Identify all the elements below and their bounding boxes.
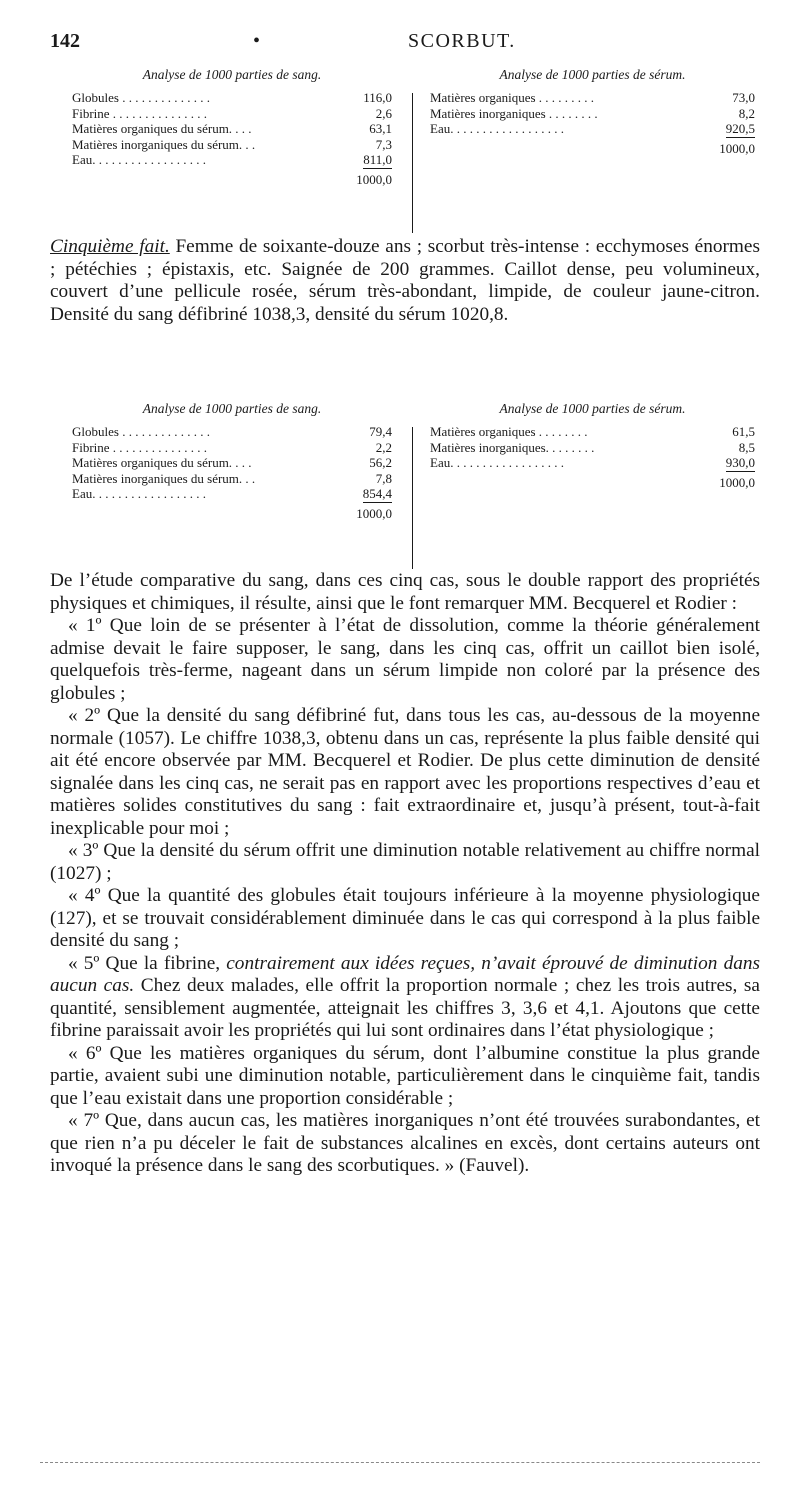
row-label: Matières inorganiques. . . . . . . . [430,439,595,455]
row-label: Eau. . . . . . . . . . . . . . . . . . [430,455,564,470]
row-value: 61,5 [732,424,755,439]
row-label: Globules . . . . . . . . . . . . . . [72,424,210,439]
table-row [72,455,392,471]
page-number: 142 [50,30,80,52]
total-value: 1000,0 [719,140,755,156]
total-value: 1000,0 [356,505,392,521]
row-value: 2,2 [375,439,392,455]
row-label: Matières organiques du sérum. . . . [72,455,252,470]
serum-analysis-column [430,67,755,159]
conclusion-1: « 1º Que loin de se présenter à l’état de dissolution, comme la théorie généralement admise devait le faire supposer, le sang, dans les cinq cas, offrit un caillot bien isolé, quelquefois très-ferme, nageant dans un sérum limpide non coloré par la présence des globules ; [50,615,760,704]
table-row [430,106,755,122]
table-row [72,137,392,153]
column-divider [412,93,413,233]
row-value: 7,3 [375,136,392,152]
table-total [72,168,392,190]
row-value: 854,4 [362,486,392,501]
conclusion-5-end: Chez deux malades, elle offrit la proportion normale ; chez les trois autres, sa quantité, sensiblement augmentée, atteignait les chiffres 3, 3,6 et 4,1. Ajoutons que cette fibrine paraissait avoir les propriétés qui lui sont ordinaires dans l’état physiologique ; [50,975,760,1041]
table-row [72,471,392,487]
table-row [72,424,392,440]
table-total [430,137,755,159]
page-header [50,30,760,58]
table-row [430,121,755,137]
footer-rule [40,1462,760,1463]
total-value: 1000,0 [719,474,755,490]
table-row [72,486,392,502]
row-label: Eau. . . . . . . . . . . . . . . . . . [430,121,564,136]
row-value: 73,0 [732,90,755,105]
blood-analysis-column [72,401,392,524]
serum-analysis-column [430,401,755,493]
row-label: Matières organiques . . . . . . . . . [430,90,595,105]
table-total [72,502,392,524]
conclusions-section [50,570,760,1178]
table-row [430,440,755,456]
table-row [72,90,392,106]
row-value: 116,0 [363,90,392,105]
conclusions-intro: De l’étude comparative du sang, dans ces cinq cas, sous le double rapport des propriétés physiques et chimiques, il résulte, ainsi que le font remarquer MM. Becquerel et Rodier : [50,570,760,614]
conclusion-7: « 7º Que, dans aucun cas, les matières inorganiques n’ont été trouvées surabondantes, et que rien n’a pu déceler le fait de substances alcalines en excès, dont certains auteurs ont invoqué la présence dans le sang des scorbutiques. » (Fauvel). [50,1110,760,1176]
case-five-paragraph [50,236,760,326]
row-value: 56,2 [369,455,392,470]
row-value: 8,2 [738,105,755,121]
header-ornament: • [253,30,261,52]
case-heading: Cinquième fait. [50,236,170,257]
row-label: Globules . . . . . . . . . . . . . . [72,90,210,105]
table-caption: Analyse de 1000 parties de sérum. [499,67,686,82]
table-row [72,106,392,122]
conclusion-6: « 6º Que les matières organiques du sérum, dont l’albumine constitue la plus grande partie, avaient subi une diminution notable, particulièrement dans le cinquième fait, tandis que l’eau existait dans une proportion considérable ; [50,1042,760,1109]
row-value: 79,4 [369,424,392,439]
conclusion-5-start: « 5º Que la fibrine, [68,952,227,974]
table-caption: Analyse de 1000 parties de sérum. [499,401,686,416]
column-divider [412,427,413,569]
conclusion-3: « 3º Que la densité du sérum offrit une diminution notable relativement au chiffre normal (1027) ; [50,840,760,884]
row-label: Matières inorganiques . . . . . . . . [430,105,598,121]
row-label: Fibrine . . . . . . . . . . . . . . . [72,439,208,455]
table-caption: Analyse de 1000 parties de sang. [142,401,322,416]
row-label: Eau. . . . . . . . . . . . . . . . . . [72,486,206,501]
table-row [72,121,392,137]
table-row [430,455,755,471]
running-title: SCORBUT. [408,30,516,52]
row-value: 63,1 [369,121,392,136]
row-label: Matières organiques . . . . . . . . [430,424,588,439]
row-label: Eau. . . . . . . . . . . . . . . . . . [72,152,206,167]
table-row [430,90,755,106]
table-row [430,424,755,440]
row-value: 7,8 [375,470,392,486]
conclusion-2: « 2º Que la densité du sang défibriné fut, dans tous les cas, au-dessous de la moyenne normale (1057). Le chiffre 1038,3, obtenu dans un cas, représente la plus faible densité qui ait été encore observée par MM. Becquerel et Rodier. De plus cette diminution de densité signalée dans les cinq cas, ne serait pas en rapport avec les proportions respectives d’eau et matières solides constitutives du sang : fait extraordinaire et, jusqu’à présent, tout-à-fait inexplicable pour moi ; [50,705,760,839]
row-value: 2,6 [375,105,392,121]
row-label: Matières inorganiques du sérum. . . [72,136,256,152]
row-value: 8,5 [738,439,755,455]
row-label: Fibrine . . . . . . . . . . . . . . . [72,105,208,121]
row-label: Matières inorganiques du sérum. . . [72,470,256,486]
row-label: Matières organiques du sérum. . . . [72,121,252,136]
row-value: 930,0 [725,455,755,470]
case-description: Femme de soixante-douze ans ; scorbut très-intense : ecchymoses énormes ; pétéchies ; épistaxis, etc. Saignée de 200 grammes. Caillot dense, peu volumineux, couvert d’une pellicule rosée, sérum très-abondant, limpide, de couleur jaune-citron. Densité du sang défibriné 1038,3, densité du sérum 1020,8. [50,236,760,325]
row-value: 811,0 [363,152,392,167]
table-caption: Analyse de 1000 parties de sang. [142,67,322,82]
conclusion-4: « 4º Que la quantité des globules était toujours inférieure à la moyenne physiologique (127), et se trouvait considérablement diminuée dans le cas qui correspond à la plus faible densité du sang ; [50,885,760,951]
table-row [72,152,392,168]
row-value: 920,5 [725,121,755,136]
conclusion-5-emphasis: contrairement aux idées reçues, n’avait éprouvé de diminution dans aucun cas. [50,952,760,996]
table-total [430,471,755,493]
conclusion-5 [50,953,760,1043]
total-value: 1000,0 [356,171,392,187]
table-row [72,440,392,456]
blood-analysis-column [72,67,392,190]
